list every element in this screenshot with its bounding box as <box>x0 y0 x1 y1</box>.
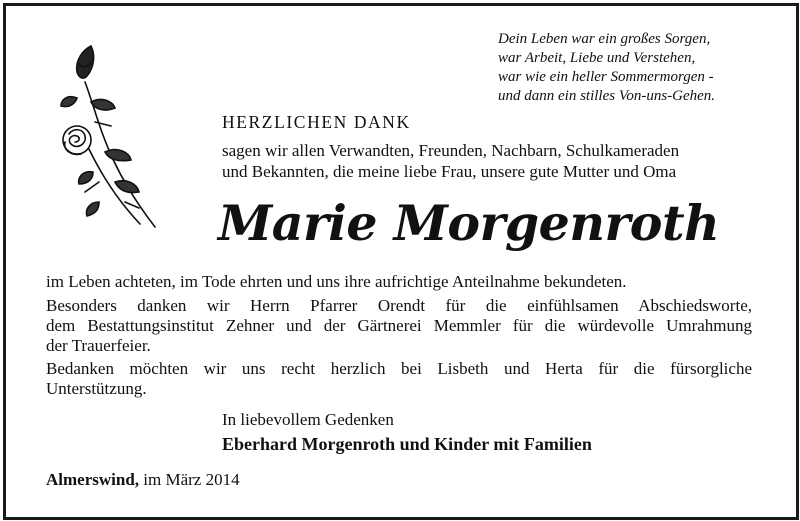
paragraph-line: Bedanken möchten wir uns recht herzlich bei Lisbeth und Herta für die fürsorgliche <box>46 359 752 378</box>
paragraph-helpers-thanks <box>46 359 752 399</box>
poem-line: Dein Leben war ein großes Sorgen, <box>498 31 711 47</box>
paragraph-line: der Trauerfeier. <box>46 336 151 355</box>
paragraph-line: dem Bestattungsinstitut Zehner und der Gärtnerei Memmler für die würdevolle Umrahmung <box>46 316 752 335</box>
heading-title: HERZLICHEN DANK <box>222 112 411 132</box>
paragraph-special-thanks <box>46 296 752 356</box>
intro-line: und Bekannten, die meine liebe Frau, unsere gute Mutter und Oma <box>222 162 677 181</box>
paragraph-line: Besonders danken wir Herrn Pfarrer Orendt für die einfühlsamen Abschiedsworte, <box>46 296 752 315</box>
family-signature: Eberhard Morgenroth und Kinder mit Familien <box>222 434 592 454</box>
poem <box>498 30 768 106</box>
place-town: Almerswind, <box>46 470 140 489</box>
poem-line: war wie ein heller Sommermorgen - <box>498 69 714 85</box>
paragraph-line: Unterstützung. <box>46 379 147 398</box>
poem-line: und dann ein stilles Von-uns-Gehen. <box>498 88 716 104</box>
paragraph-acknowledgement <box>46 272 752 292</box>
notice-date: im März 2014 <box>143 470 240 489</box>
intro-line: sagen wir allen Verwandten, Freunden, Nachbarn, Schulkameraden <box>222 141 680 160</box>
paragraph-line: im Leben achteten, im Tode ehrten und uns ihre aufrichtige Anteilnahme bekundeten. <box>46 272 627 291</box>
rose-icon <box>55 42 165 232</box>
closing-phrase: In liebevollem Gedenken <box>222 410 394 429</box>
intro-text <box>222 140 679 182</box>
deceased-name: Marie Morgenroth <box>218 194 720 252</box>
place-and-date <box>46 470 240 490</box>
poem-line: war Arbeit, Liebe und Verstehen, <box>498 50 696 66</box>
